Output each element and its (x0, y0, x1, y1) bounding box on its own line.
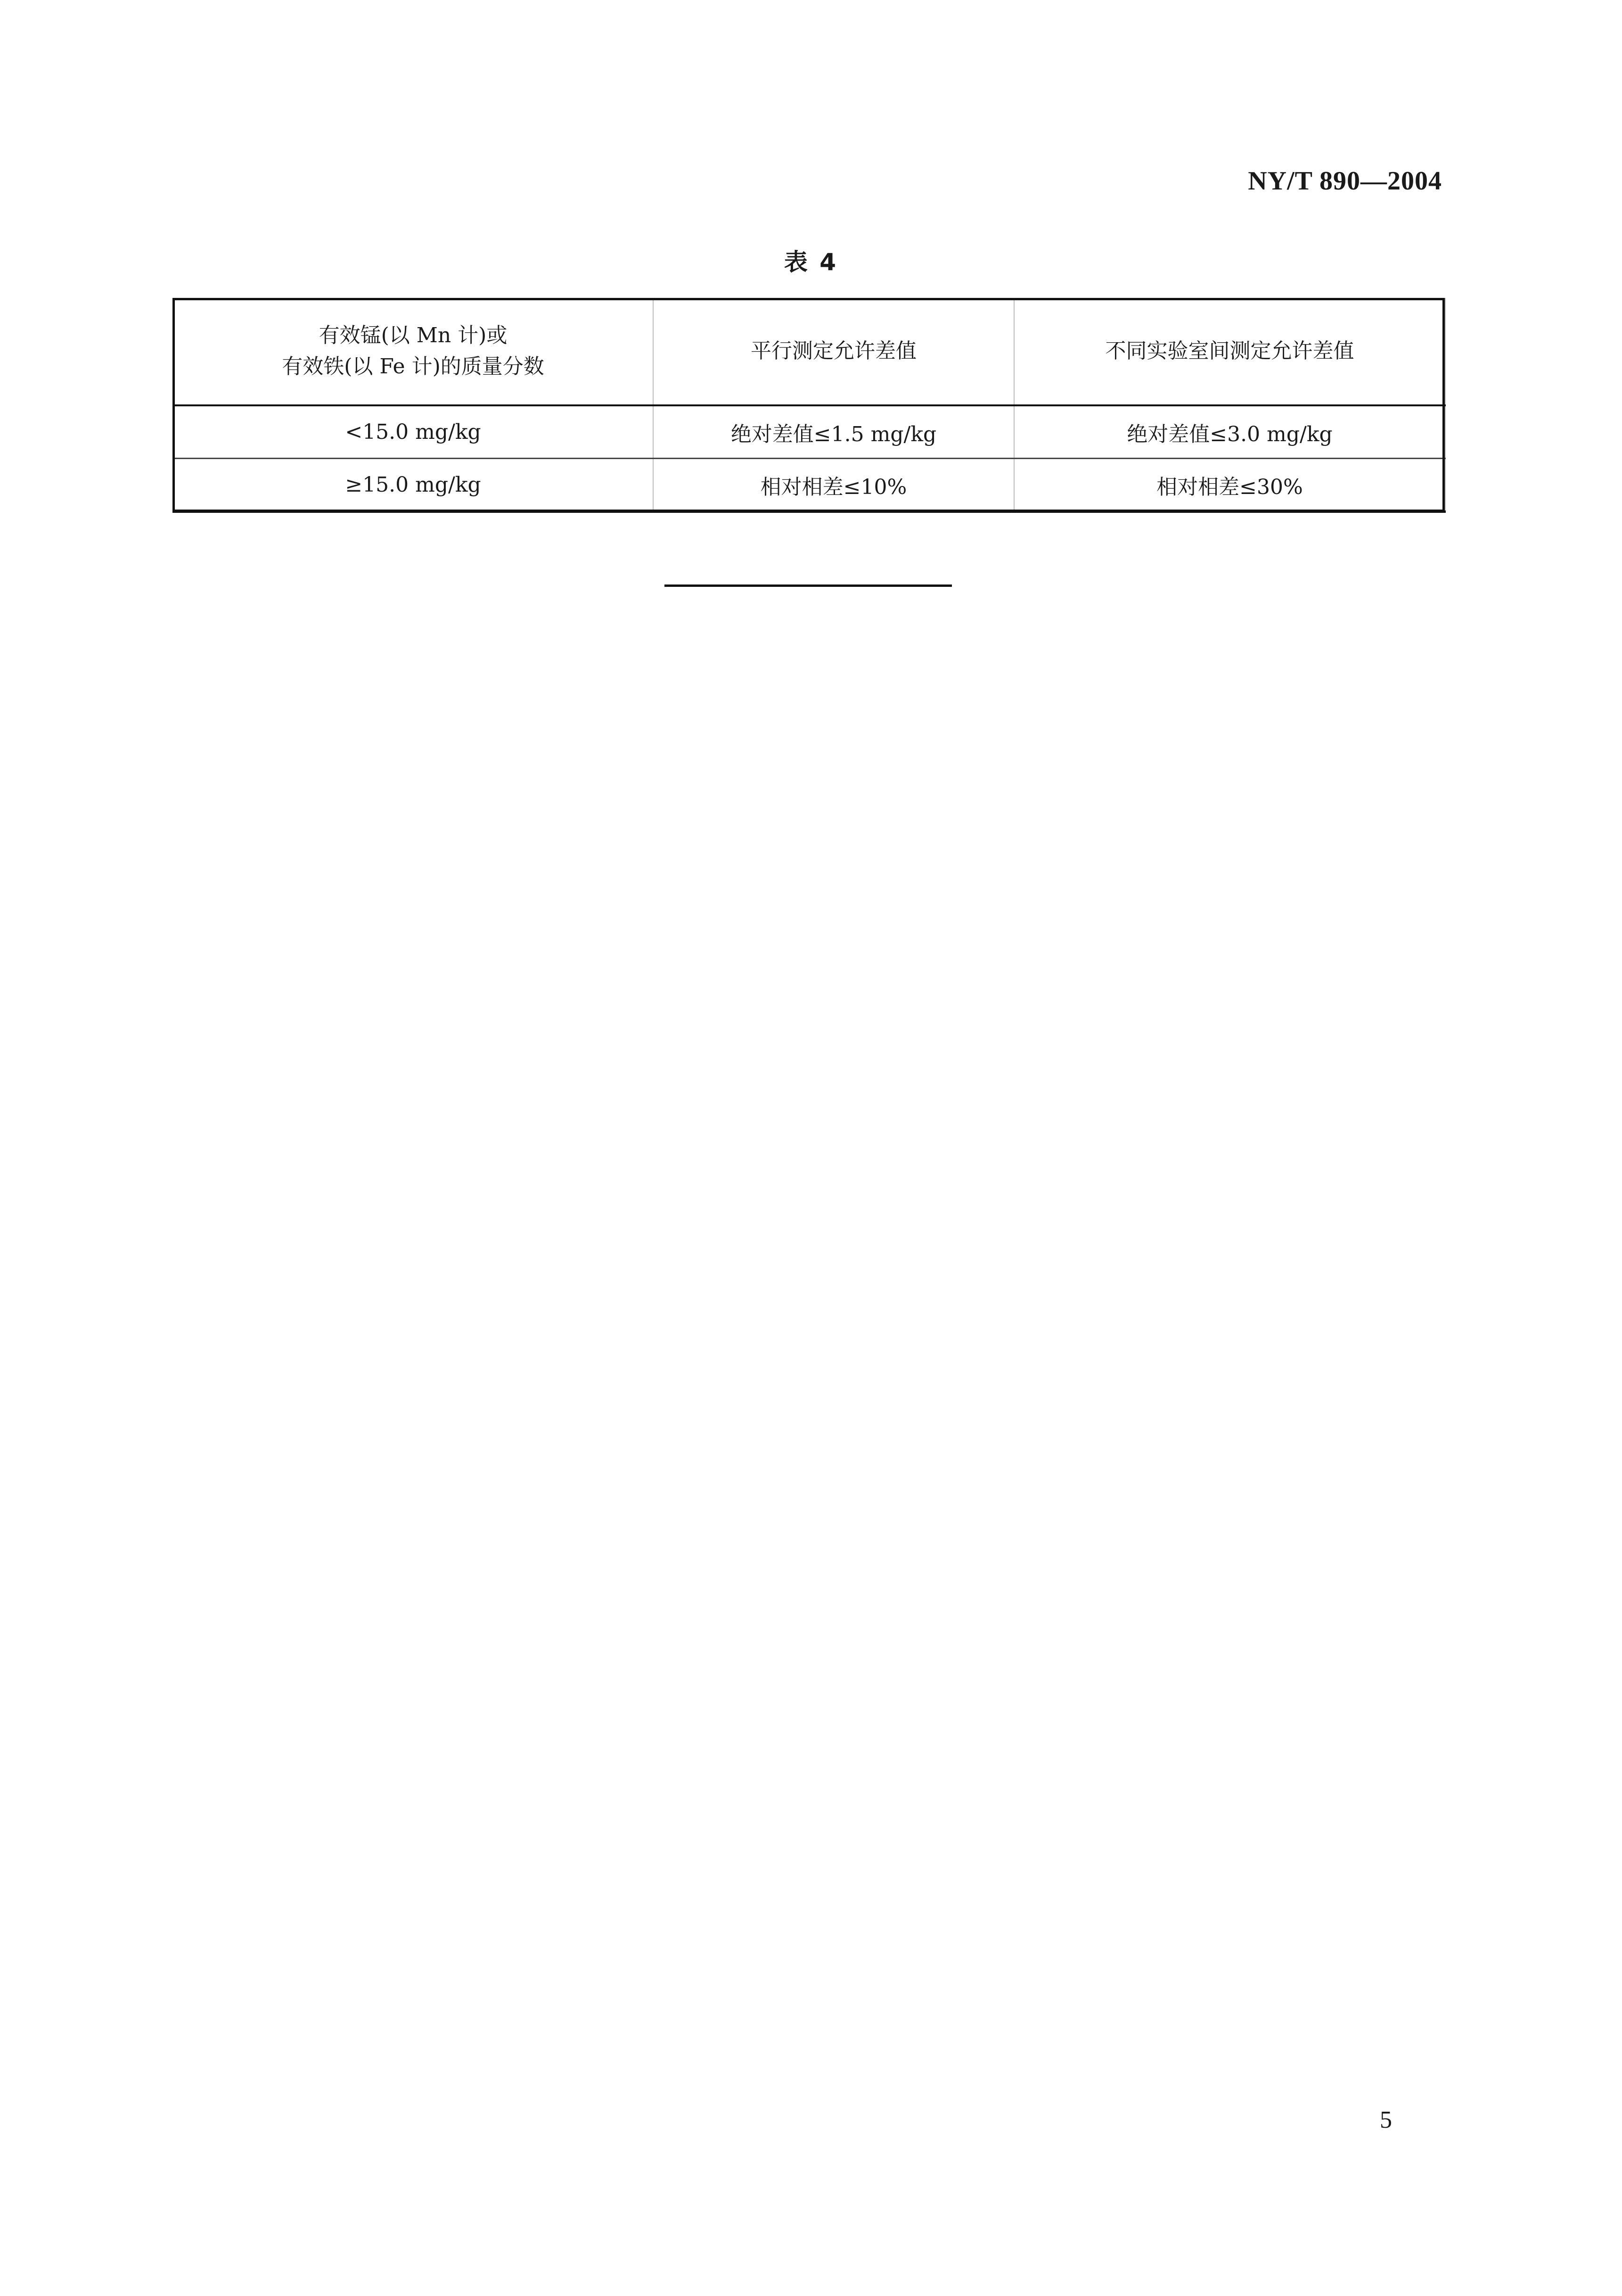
header-mass-fraction-line-2: 有效铁(以 Fe 计)的质量分数 (282, 354, 544, 379)
cell-parallel-tolerance: 相对相差≤10% (653, 459, 1014, 512)
end-of-standard-rule (664, 584, 952, 587)
cell-interlab-tolerance: 相对相差≤30% (1014, 459, 1445, 512)
cell-interlab-tolerance: 绝对差值≤3.0 mg/kg (1014, 405, 1445, 459)
table-caption: 表 4 (784, 248, 838, 276)
header-mass-fraction-line-1: 有效锰(以 Mn 计)或 (319, 323, 508, 347)
header-mass-fraction (173, 298, 653, 405)
table-row (173, 459, 1445, 512)
cell-mass-fraction: <15.0 mg/kg (173, 405, 653, 459)
tolerance-table (172, 298, 1446, 513)
header-interlab-tolerance: 不同实验室间测定允许差值 (1014, 298, 1445, 405)
cell-mass-fraction: ≥15.0 mg/kg (173, 459, 653, 512)
standard-code: NY/T 890—2004 (1248, 166, 1442, 196)
table-row (173, 405, 1445, 459)
page-number: 5 (1380, 2107, 1392, 2133)
table-header-row (173, 298, 1445, 405)
cell-parallel-tolerance: 绝对差值≤1.5 mg/kg (653, 405, 1014, 459)
header-parallel-tolerance: 平行测定允许差值 (653, 298, 1014, 405)
